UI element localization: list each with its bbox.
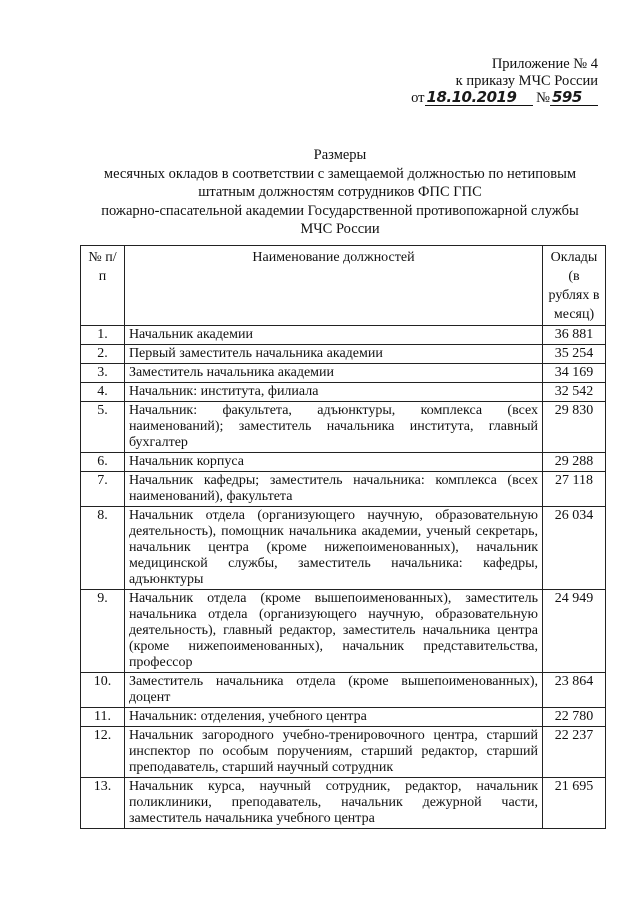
row-salary: 22 237: [543, 727, 606, 778]
row-salary: 27 118: [543, 472, 606, 507]
table-body: [81, 326, 606, 829]
row-position-name: Начальник: института, филиала: [124, 383, 542, 402]
row-salary: 22 780: [543, 708, 606, 727]
row-position-name: Начальник курса, научный сотрудник, редактор, начальник поликлиники, преподаватель, начальник дежурной части, заместитель начальника учебного центра: [124, 778, 542, 829]
row-number: 13.: [81, 778, 125, 829]
row-salary: 32 542: [543, 383, 606, 402]
row-salary: 29 830: [543, 402, 606, 453]
row-number: 8.: [81, 507, 125, 590]
title-line-4: пожарно-спасательной академии Государственной противопожарной службы: [101, 202, 579, 219]
row-position-name: Заместитель начальника отдела (кроме вышепоименованных), доцент: [124, 673, 542, 708]
header-position-name: Наименование должностей: [124, 246, 542, 326]
title-line-1: Размеры: [313, 147, 367, 163]
row-number: 9.: [81, 590, 125, 673]
header-salary: Оклады (в рублях в месяц): [543, 246, 606, 326]
table-row: [81, 778, 606, 829]
table-row: [81, 673, 606, 708]
row-number: 11.: [81, 708, 125, 727]
row-position-name: Заместитель начальника академии: [124, 364, 542, 383]
header-number: № п/п: [81, 246, 125, 326]
row-position-name: Начальник корпуса: [124, 453, 542, 472]
title-line-2: месячных окладов в соответствии с замещаемой должностью по нетиповым: [103, 165, 577, 182]
row-number: 4.: [81, 383, 125, 402]
row-salary: 34 169: [543, 364, 606, 383]
handwritten-date: 18.10.2019: [425, 90, 533, 106]
title-line-5: МЧС России: [300, 221, 380, 238]
row-position-name: Начальник отдела (организующего научную, образовательную деятельность), помощник начальника академии, ученый секретарь, начальник центра (кроме нижепоименованных), начальник медицинской службы, заместитель начальника: кафедры, адъюнктуры: [124, 507, 542, 590]
table-row: [81, 590, 606, 673]
table-row: [81, 472, 606, 507]
table-row: [81, 453, 606, 472]
row-position-name: Начальник академии: [124, 326, 542, 345]
row-salary: 24 949: [543, 590, 606, 673]
table-row: [81, 402, 606, 453]
document-title: [60, 146, 620, 239]
table-row: [81, 727, 606, 778]
table-row: [81, 383, 606, 402]
row-number: 1.: [81, 326, 125, 345]
row-salary: 23 864: [543, 673, 606, 708]
row-number: 3.: [81, 364, 125, 383]
table-row: [81, 708, 606, 727]
annex-order-ref: к приказу МЧС России: [455, 73, 598, 89]
annex-order-line: [378, 90, 598, 107]
row-position-name: Начальник отдела (кроме вышепоименованных), заместитель начальника отдела (организующего научную, образовательную деятельность), главный редактор, заместитель начальника центра (кроме нижепоименованных), начальник представительства, профессор: [124, 590, 542, 673]
row-position-name: Первый заместитель начальника академии: [124, 345, 542, 364]
row-position-name: Начальник: отделения, учебного центра: [124, 708, 542, 727]
title-line-3: штатным должностям сотрудников ФПС ГПС: [198, 184, 482, 201]
annex-number-label: №: [536, 90, 550, 106]
table-row: [81, 326, 606, 345]
table-row: [81, 345, 606, 364]
row-number: 7.: [81, 472, 125, 507]
row-salary: 21 695: [543, 778, 606, 829]
annex-from-label: от: [411, 90, 425, 106]
row-number: 5.: [81, 402, 125, 453]
row-salary: 26 034: [543, 507, 606, 590]
row-salary: 29 288: [543, 453, 606, 472]
annex-block: [378, 56, 598, 107]
handwritten-number: 595: [550, 90, 598, 106]
table-header-row: [81, 246, 606, 326]
row-position-name: Начальник кафедры; заместитель начальника: комплекса (всех наименований), факультета: [124, 472, 542, 507]
row-number: 6.: [81, 453, 125, 472]
row-number: 2.: [81, 345, 125, 364]
row-salary: 35 254: [543, 345, 606, 364]
annex-title: Приложение № 4: [491, 56, 598, 72]
table-row: [81, 364, 606, 383]
row-position-name: Начальник загородного учебно-тренировочного центра, старший инспектор по особым поручениям, старший редактор, старший преподаватель, старший научный сотрудник: [124, 727, 542, 778]
row-number: 10.: [81, 673, 125, 708]
table-row: [81, 507, 606, 590]
row-number: 12.: [81, 727, 125, 778]
row-salary: 36 881: [543, 326, 606, 345]
salary-table: [80, 245, 606, 829]
row-position-name: Начальник: факультета, адъюнктуры, комплекса (всех наименований); заместитель начальника института, главный бухгалтер: [124, 402, 542, 453]
